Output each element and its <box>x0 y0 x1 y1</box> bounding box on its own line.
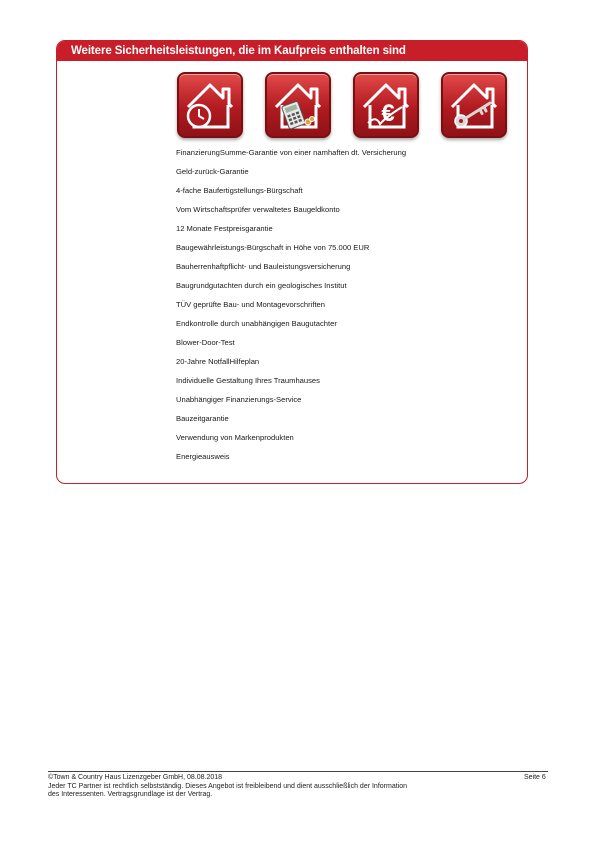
footer-disclaimer-line-2: des Interessenten. Vertragsgrundlage ist der Vertrag. <box>48 791 213 799</box>
list-item: Vom Wirtschaftsprüfer verwaltetes Baugeldkonto <box>176 205 340 214</box>
list-item: 4-fache Baufertigstellungs-Bürgschaft <box>176 186 303 195</box>
footer-copyright: ©Town & Country Haus Lizenzgeber GmbH, 08.08.2018 <box>48 774 223 781</box>
house-key-icon <box>441 72 507 138</box>
list-item: Endkontrolle durch unabhängigen Baugutachter <box>176 319 337 328</box>
list-item: Unabhängiger Finanzierungs-Service <box>176 395 302 404</box>
list-item: Bauzeitgarantie <box>176 414 229 423</box>
footer-disclaimer-line-1: Jeder TC Partner ist rechtlich selbstständig. Dieses Angebot ist freibleibend und dient ausschließlich der Information <box>48 782 408 790</box>
list-item: 12 Monate Festpreisgarantie <box>176 224 273 233</box>
security-services-panel <box>56 40 528 484</box>
footer-divider <box>48 771 548 772</box>
icon-row <box>177 72 507 138</box>
svg-text:€: € <box>381 100 395 127</box>
list-item: Baugewährleistungs-Bürgschaft in Höhe von 75.000 EUR <box>176 243 370 252</box>
footer-legal <box>48 774 407 800</box>
panel-title: Weitere Sicherheitsleistungen, die im Kaufpreis enthalten sind <box>57 41 527 61</box>
list-item: Individuelle Gestaltung Ihres Traumhauses <box>176 376 320 385</box>
list-item: Baugrundgutachten durch ein geologisches Institut <box>176 281 347 290</box>
list-item: 20-Jahre NotfallHilfeplan <box>176 357 260 366</box>
house-euro-icon <box>353 72 419 138</box>
list-item: Energieausweis <box>176 452 230 461</box>
list-item: TÜV geprüfte Bau- und Montagevorschriften <box>176 300 326 309</box>
list-item: Bauherrenhaftpflicht- und Bauleistungsversicherung <box>176 262 351 271</box>
page-number: Seite 6 <box>524 774 546 781</box>
services-list <box>176 148 406 471</box>
house-clock-icon <box>177 72 243 138</box>
list-item: FinanzierungSumme-Garantie von einer namhaften dt. Versicherung <box>176 148 407 157</box>
list-item: Verwendung von Markenprodukten <box>176 433 294 442</box>
house-calculator-icon <box>265 72 331 138</box>
list-item: Blower-Door-Test <box>176 338 235 347</box>
list-item: Geld-zurück-Garantie <box>176 167 249 176</box>
